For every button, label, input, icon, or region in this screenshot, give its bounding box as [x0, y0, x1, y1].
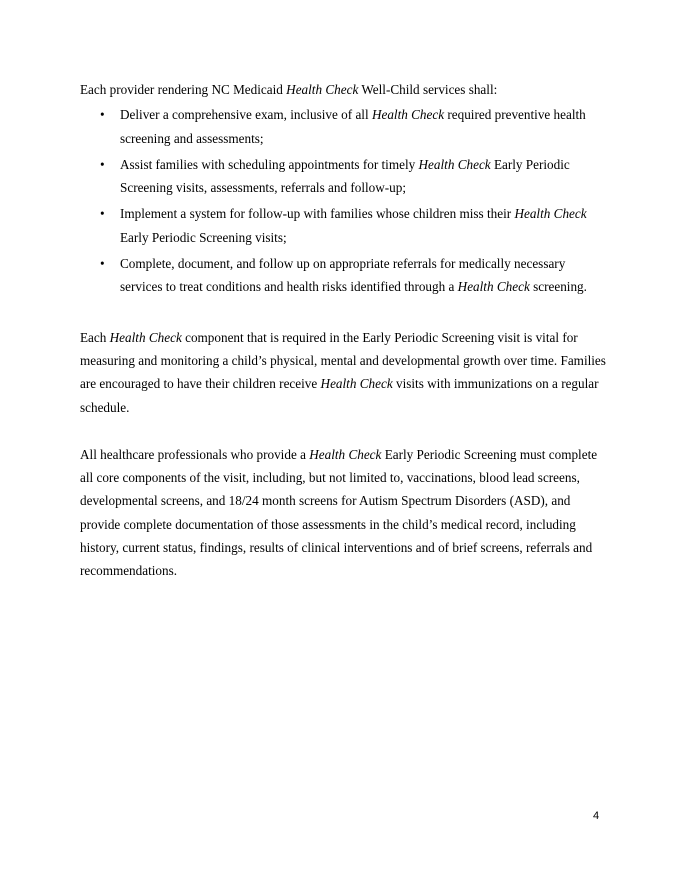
list-item: • Complete, document, and follow up on appropriate referrals for medically necessary services to treat conditions and health risks identified through a Health Check screening. — [80, 252, 608, 299]
list-item: • Implement a system for follow-up with families whose children miss their Health Check Early Periodic Screening visits; — [80, 202, 608, 249]
list-item: • Deliver a comprehensive exam, inclusive of all Health Check required preventive health screening and assessments; — [80, 103, 608, 150]
paragraph-spacer — [80, 419, 608, 443]
bullet-icon: • — [100, 256, 105, 272]
list-item: • Assist families with scheduling appointments for timely Health Check Early Periodic Screening visits, assessments, referrals and follow-up; — [80, 153, 608, 200]
bullet-icon: • — [100, 206, 105, 222]
paragraph-spacer — [80, 302, 608, 326]
page-number: 4 — [593, 810, 600, 822]
intro-paragraph: Each provider rendering NC Medicaid Health Check Well-Child services shall: — [80, 82, 498, 97]
bullet-icon: • — [100, 107, 105, 123]
professionals-paragraph: All healthcare professionals who provide a Health Check Early Periodic Screening must complete all core components of the visit, including, but not limited to, vaccinations, blood lead screens, developmental screens, and 18/24 month screens for Autism Spectrum Disorders (ASD), and provide complete documentation of those assessments in the child’s medical record, including history, current status, findings, results of clinical interventions and of brief screens, referrals and recommendations. — [80, 446, 598, 579]
bullet-icon: • — [100, 156, 105, 172]
document-body — [80, 78, 608, 583]
component-paragraph: Each Health Check component that is required in the Early Periodic Screening visit is vital for measuring and monitoring a child’s physical, mental and developmental growth over time. Families are encouraged to have their children receive Health Check visits with immunizations on a regular schedule. — [80, 329, 606, 415]
requirements-list — [80, 103, 608, 298]
